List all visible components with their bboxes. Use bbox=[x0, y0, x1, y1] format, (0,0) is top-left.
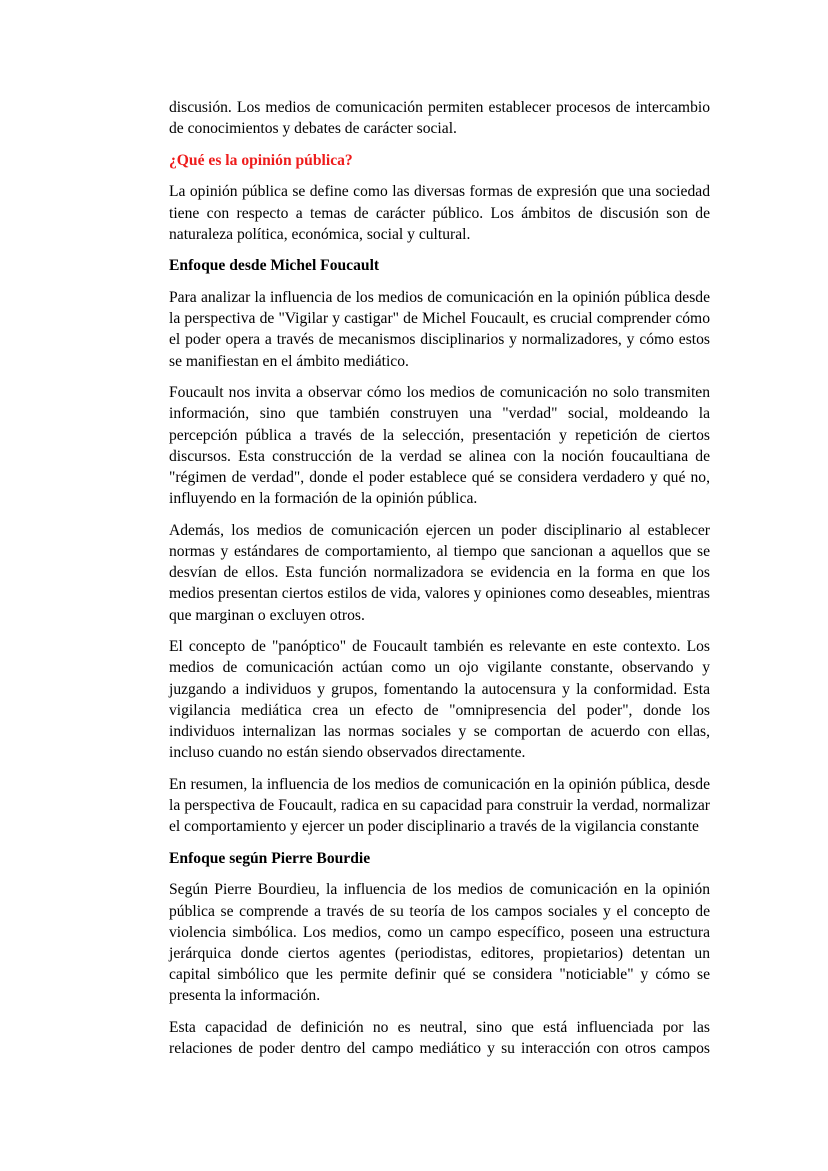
paragraph-opinion-1: La opinión pública se define como las diversas formas de expresión que una sociedad tiene con respecto a temas de carácter público. Los ámbitos de discusión son de naturaleza política, económica, social y cultural. bbox=[169, 183, 710, 243]
paragraph-foucault-4: El concepto de "panóptico" de Foucault también es relevante en este contexto. Los medios de comunicación actúan como un ojo vigilante constante, observando y juzgando a individuos y grupos, fomentando la autocensura y la conformidad. Esta vigilancia mediática crea un efecto de "omnipresencia del poder", donde los individuos internalizan las normas sociales y se comportan de acuerdo con ellas, incluso cuando no están siendo observados directamente. bbox=[169, 638, 710, 762]
section-heading-bourdieu: Enfoque según Pierre Bourdie bbox=[169, 849, 371, 867]
section-heading-foucault: Enfoque desde Michel Foucault bbox=[169, 257, 380, 275]
paragraph-foucault-1: Para analizar la influencia de los medios de comunicación en la opinión pública desde la perspectiva de "Vigilar y castigar" de Michel Foucault, es crucial comprender cómo el poder opera a través de mecanismos disciplinarios y normalizadores, y cómo estos se manifiestan en el ámbito mediático. bbox=[169, 288, 710, 370]
paragraph-foucault-2: Foucault nos invita a observar cómo los medios de comunicación no solo transmiten información, sino que también construyen una "verdad" social, moldeando la percepción pública a través de la selección, presentación y repetición de ciertos discursos. Esta construcción de la verdad se alinea con la noción foucaultiana de "régimen de verdad", donde el poder establece qué se considera verdadero y qué no, influyendo en la formación de la opinión pública. bbox=[169, 384, 710, 508]
intro-continuation-paragraph: discusión. Los medios de comunicación permiten establecer procesos de intercambio de conocimientos y debates de carácter social. bbox=[169, 99, 710, 138]
paragraph-foucault-3: Además, los medios de comunicación ejercen un poder disciplinario al establecer normas y estándares de comportamiento, al tiempo que sancionan a aquellos que se desvían de ellos. Esta función normalizadora se evidencia en la forma en que los medios presentan ciertos estilos de vida, valores y opiniones como deseables, mientras que marginan o excluyen otros. bbox=[169, 521, 710, 624]
document-page bbox=[169, 97, 710, 1070]
section-heading-opinion: ¿Qué es la opinión pública? bbox=[169, 151, 353, 169]
paragraph-foucault-5: En resumen, la influencia de los medios de comunicación en la opinión pública, desde la perspectiva de Foucault, radica en su capacidad para construir la verdad, normalizar el comportamiento y ejercer un poder disciplinario a través de la vigilancia constante bbox=[169, 775, 710, 836]
paragraph-bourdieu-1: Según Pierre Bourdieu, la influencia de los medios de comunicación en la opinión pública se comprende a través de su teoría de los campos sociales y el concepto de violencia simbólica. Los medios, como un campo específico, poseen una estructura jerárquica donde ciertos agentes (periodistas, editores, propietarios) detentan un capital simbólico que les permite definir qué se considera "noticiable" y cómo se presenta la información. bbox=[169, 881, 710, 1005]
paragraph-bourdieu-2: Esta capacidad de definición no es neutral, sino que está influenciada por las relaciones de poder dentro del campo mediático y su interacción con otros campos bbox=[169, 1019, 710, 1058]
